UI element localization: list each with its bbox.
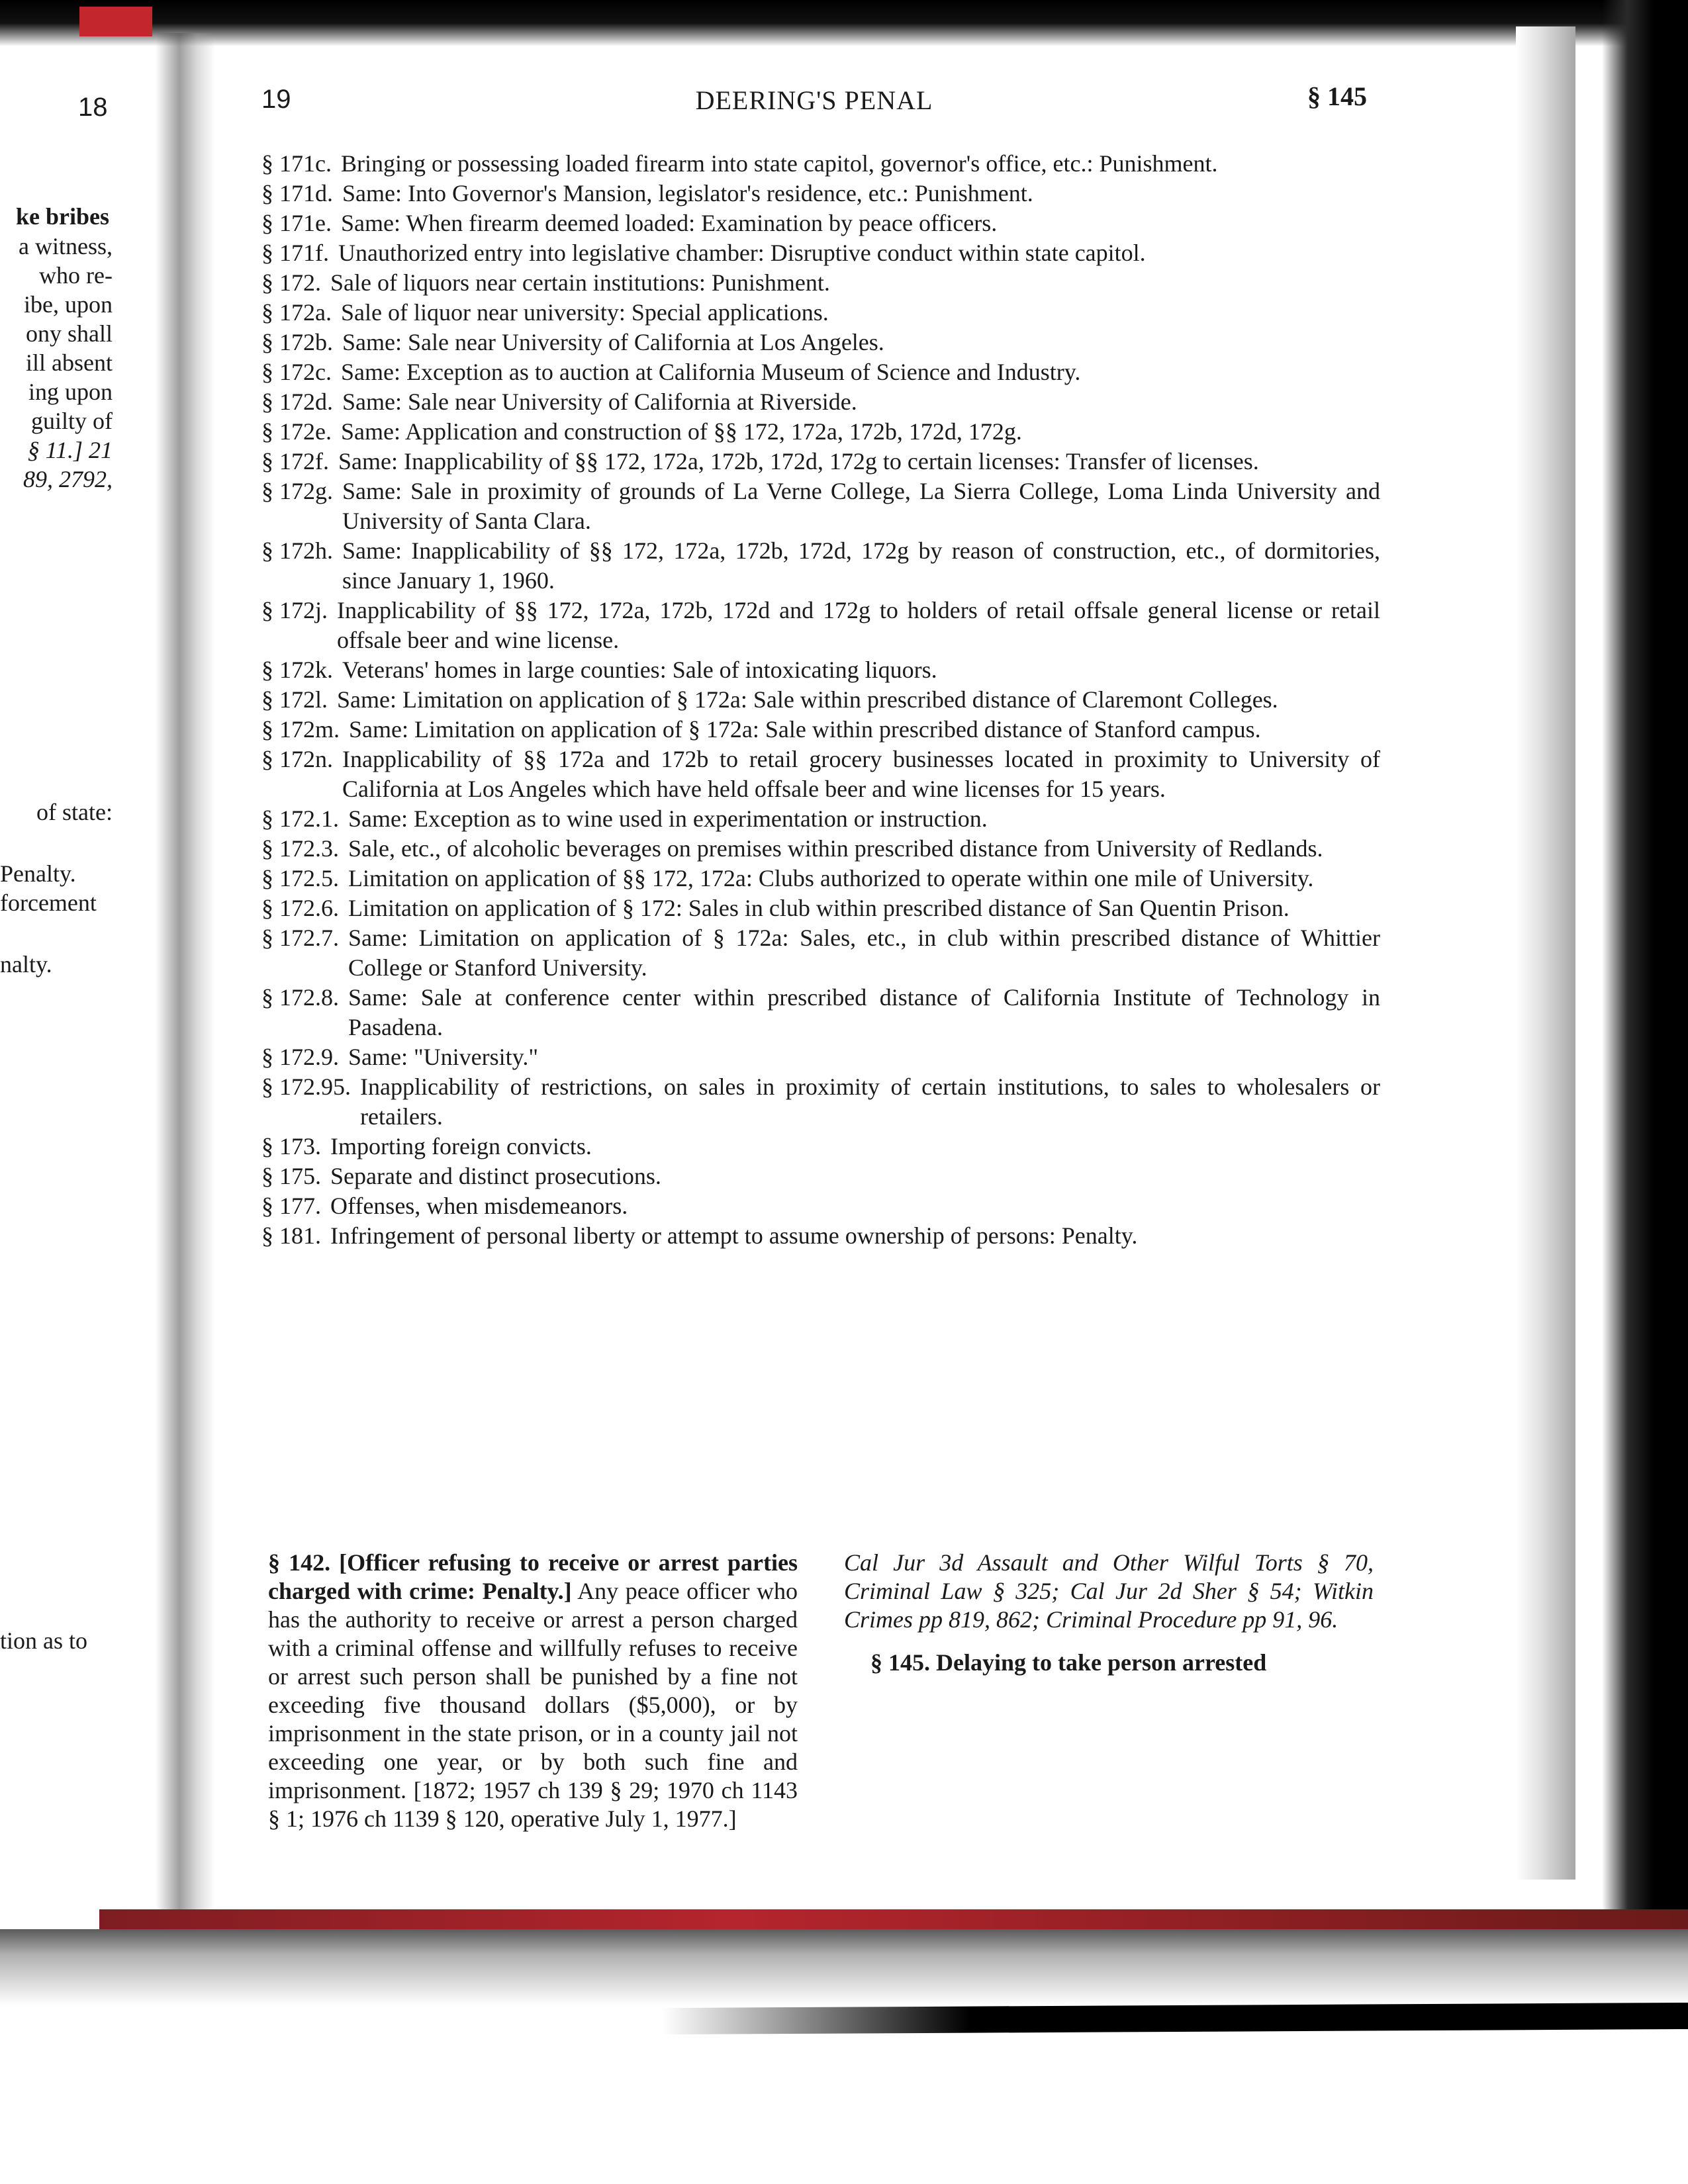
section-number: § 172g. bbox=[261, 478, 333, 504]
section-list-entry bbox=[261, 893, 1380, 923]
prev-page-line: 89, 2792, bbox=[23, 466, 113, 492]
section-list-entry bbox=[261, 387, 1380, 417]
section-title: Inapplicability of §§ 172a and 172b to retail grocery businesses located in proximity to University of California at Los Angeles which have held offsale beer and wine licenses for 15 years. bbox=[342, 746, 1380, 802]
section-list-entry bbox=[261, 715, 1380, 745]
section-number: § 172e. bbox=[261, 418, 332, 445]
page-number: 19 bbox=[261, 85, 291, 114]
section-list-entry bbox=[261, 1072, 1380, 1132]
prev-page-line: who re- bbox=[39, 262, 113, 289]
prev-page-line: Penalty. bbox=[0, 860, 76, 887]
section-list-entry bbox=[261, 328, 1380, 357]
section-list-entry bbox=[261, 1042, 1380, 1072]
prev-page-line: ill absent bbox=[26, 349, 113, 376]
section-title: Veterans' homes in large counties: Sale of intoxicating liquors. bbox=[342, 657, 937, 683]
section-number: § 172.3. bbox=[261, 835, 339, 862]
section-list bbox=[261, 149, 1380, 1251]
prev-page-line: ke bribes bbox=[15, 203, 109, 230]
section-list-entry bbox=[261, 298, 1380, 328]
section-title: Infringement of personal liberty or attempt to assume ownership of persons: Penalty. bbox=[330, 1222, 1138, 1249]
section-title: Sale of liquor near university: Special applications. bbox=[340, 299, 829, 326]
section-list-entry bbox=[261, 477, 1380, 536]
section-title: Same: Sale near University of California at Los Angeles. bbox=[342, 329, 884, 355]
previous-page-fragment bbox=[0, 0, 159, 1919]
section-142-text: Any peace officer who has the authority to receive or arrest a person charged with a criminal offense and willfully refuses to receive or arrest such person shall be punished by a fine not exceeding five thousand dollars ($5,000), or by imprisonment in the state prison, or in a county jail not exceeding one year, or by both such fine and imprisonment. [1872; 1957 ch 139 § 29; 1970 ch 1143 § 1; 1976 ch 1139 § 120, operative July 1, 1977.] bbox=[268, 1578, 798, 1832]
section-list-entry bbox=[261, 655, 1380, 685]
section-title: Same: "University." bbox=[348, 1044, 539, 1070]
section-list-entry bbox=[261, 804, 1380, 834]
section-142-citations: Cal Jur 3d Assault and Other Wilful Torts § 70, Criminal Law § 325; Cal Jur 2d Sher § 54; Witkin Crimes pp 819, 862; Criminal Procedure pp 91, 96. bbox=[844, 1549, 1374, 1633]
running-header bbox=[261, 79, 1367, 119]
section-number: § 172j. bbox=[261, 597, 328, 623]
body-column-left bbox=[268, 1549, 798, 1833]
section-title: Inapplicability of restrictions, on sales in proximity of certain institutions, to sales to wholesalers or retailers. bbox=[360, 1073, 1380, 1130]
prev-page-line: forcement bbox=[0, 889, 97, 916]
section-number: § 172a. bbox=[261, 299, 332, 326]
book-gutter-shadow bbox=[156, 33, 215, 2184]
section-title: Same: Limitation on application of § 172a: Sales, etc., in club within prescribed distance of Whittier College or Stanford University. bbox=[348, 925, 1380, 981]
section-title: Separate and distinct prosecutions. bbox=[330, 1163, 661, 1189]
section-list-entry bbox=[261, 149, 1380, 179]
section-title: Same: Inapplicability of §§ 172, 172a, 172b, 172d, 172g to certain licenses: Transfer of licenses. bbox=[338, 448, 1259, 475]
book-bottom-streak bbox=[662, 2003, 1688, 2034]
section-title: Same: Inapplicability of §§ 172, 172a, 172b, 172d, 172g by reason of construction, etc., of dormitories, since January 1, 1960. bbox=[342, 537, 1380, 594]
section-145-heading: § 145. Delaying to take person arrested bbox=[870, 1649, 1267, 1676]
section-title: Same: Limitation on application of § 172a: Sale within prescribed distance of Stanford campus. bbox=[349, 716, 1261, 743]
section-list-entry bbox=[261, 357, 1380, 387]
section-number: § 171f. bbox=[261, 240, 329, 266]
section-142-heading: § 142. [Officer refusing to receive or arrest parties charged with crime: Penalty.] bbox=[268, 1549, 798, 1604]
section-title: Sale, etc., of alcoholic beverages on premises within prescribed distance from University of Redlands. bbox=[348, 835, 1323, 862]
book-title: DEERING'S PENAL bbox=[695, 85, 933, 115]
section-list-entry bbox=[261, 268, 1380, 298]
section-title: Unauthorized entry into legislative chamber: Disruptive conduct within state capitol. bbox=[338, 240, 1146, 266]
section-list-entry bbox=[261, 1161, 1380, 1191]
section-title: Offenses, when misdemeanors. bbox=[330, 1193, 628, 1219]
section-title: Importing foreign convicts. bbox=[330, 1133, 592, 1160]
section-number: § 172c. bbox=[261, 359, 332, 385]
section-number: § 175. bbox=[261, 1163, 321, 1189]
book-bottom-shadow bbox=[0, 1929, 1688, 2184]
section-title: Limitation on application of § 172: Sales in club within prescribed distance of San Quentin Prison. bbox=[348, 895, 1289, 921]
section-number: § 172.9. bbox=[261, 1044, 339, 1070]
prev-page-line: ibe, upon bbox=[24, 291, 113, 318]
section-title: Same: Exception as to wine used in experimentation or instruction. bbox=[348, 805, 988, 832]
section-number: § 172.7. bbox=[261, 925, 339, 951]
section-list-entry bbox=[261, 685, 1380, 715]
prev-page-line: guilty of bbox=[31, 408, 113, 434]
section-list-entry bbox=[261, 923, 1380, 983]
section-number: § 172.1. bbox=[261, 805, 339, 832]
section-title: Same: When firearm deemed loaded: Examination by peace officers. bbox=[340, 210, 998, 236]
section-list-entry bbox=[261, 536, 1380, 596]
section-number: § 171c. bbox=[261, 150, 332, 177]
body-column-right bbox=[844, 1549, 1374, 1677]
section-number: § 177. bbox=[261, 1193, 321, 1219]
section-number: § 172l. bbox=[261, 686, 328, 713]
prev-page-line: § 11.] 21 bbox=[27, 437, 113, 463]
section-title: Sale of liquors near certain institutions: Punishment. bbox=[330, 269, 830, 296]
section-title: Same: Sale at conference center within prescribed distance of California Institute of Technology in Pasadena. bbox=[348, 984, 1380, 1040]
section-list-entry bbox=[261, 179, 1380, 208]
section-number: § 171e. bbox=[261, 210, 332, 236]
section-number: § 172. bbox=[261, 269, 321, 296]
section-number: § 172m. bbox=[261, 716, 340, 743]
prev-page-line: nalty. bbox=[0, 951, 52, 978]
section-list-entry bbox=[261, 834, 1380, 864]
section-title: Inapplicability of §§ 172, 172a, 172b, 172d and 172g to holders of retail offsale general license or retail offsale beer and wine license. bbox=[337, 597, 1380, 653]
section-list-entry bbox=[261, 1191, 1380, 1221]
prev-page-line: a witness, bbox=[19, 233, 113, 259]
prev-page-number: 18 bbox=[78, 93, 108, 122]
section-number: § 172b. bbox=[261, 329, 333, 355]
book-right-shadow bbox=[1602, 0, 1688, 2184]
section-number: § 173. bbox=[261, 1133, 321, 1160]
section-number: § 172n. bbox=[261, 746, 333, 772]
book-top-shadow bbox=[0, 0, 1688, 46]
section-list-entry bbox=[261, 238, 1380, 268]
section-number: § 172f. bbox=[261, 448, 329, 475]
section-title: Limitation on application of §§ 172, 172a: Clubs authorized to operate within one mile of University. bbox=[348, 865, 1314, 891]
prev-page-line: of state: bbox=[36, 799, 113, 825]
section-list-entry bbox=[261, 1132, 1380, 1161]
section-number: § 172k. bbox=[261, 657, 333, 683]
section-list-entry bbox=[261, 983, 1380, 1042]
header-section: § 145 bbox=[1307, 81, 1367, 111]
section-title: Same: Exception as to auction at California Museum of Science and Industry. bbox=[340, 359, 1081, 385]
section-title: Same: Into Governor's Mansion, legislator's residence, etc.: Punishment. bbox=[342, 180, 1033, 206]
section-list-entry bbox=[261, 1221, 1380, 1251]
section-title: Same: Sale near University of California at Riverside. bbox=[342, 388, 857, 415]
section-list-entry bbox=[261, 447, 1380, 477]
section-list-entry bbox=[261, 864, 1380, 893]
prev-page-line: ing upon bbox=[28, 379, 113, 405]
prev-page-line: tion as to bbox=[0, 1627, 87, 1654]
section-number: § 172.6. bbox=[261, 895, 339, 921]
section-number: § 172.95. bbox=[261, 1073, 351, 1100]
section-title: Same: Limitation on application of § 172a: Sale within prescribed distance of Claremont Colleges. bbox=[337, 686, 1278, 713]
section-number: § 181. bbox=[261, 1222, 321, 1249]
section-title: Bringing or possessing loaded firearm into state capitol, governor's office, etc.: Punishment. bbox=[340, 150, 1218, 177]
section-title: Same: Application and construction of §§ 172, 172a, 172b, 172d, 172g. bbox=[340, 418, 1022, 445]
section-title: Same: Sale in proximity of grounds of La Verne College, La Sierra College, Loma Linda University and University of Santa Clara. bbox=[342, 478, 1380, 534]
section-list-entry bbox=[261, 596, 1380, 655]
section-list-entry bbox=[261, 208, 1380, 238]
prev-page-line: ony shall bbox=[26, 320, 113, 347]
book-cover-bottom-edge bbox=[99, 1909, 1688, 1929]
page-edge-shadow bbox=[1516, 26, 1575, 1880]
section-number: § 172d. bbox=[261, 388, 333, 415]
section-number: § 172.8. bbox=[261, 984, 339, 1011]
section-number: § 171d. bbox=[261, 180, 333, 206]
section-list-entry bbox=[261, 745, 1380, 804]
section-number: § 172.5. bbox=[261, 865, 339, 891]
section-list-entry bbox=[261, 417, 1380, 447]
section-number: § 172h. bbox=[261, 537, 333, 564]
